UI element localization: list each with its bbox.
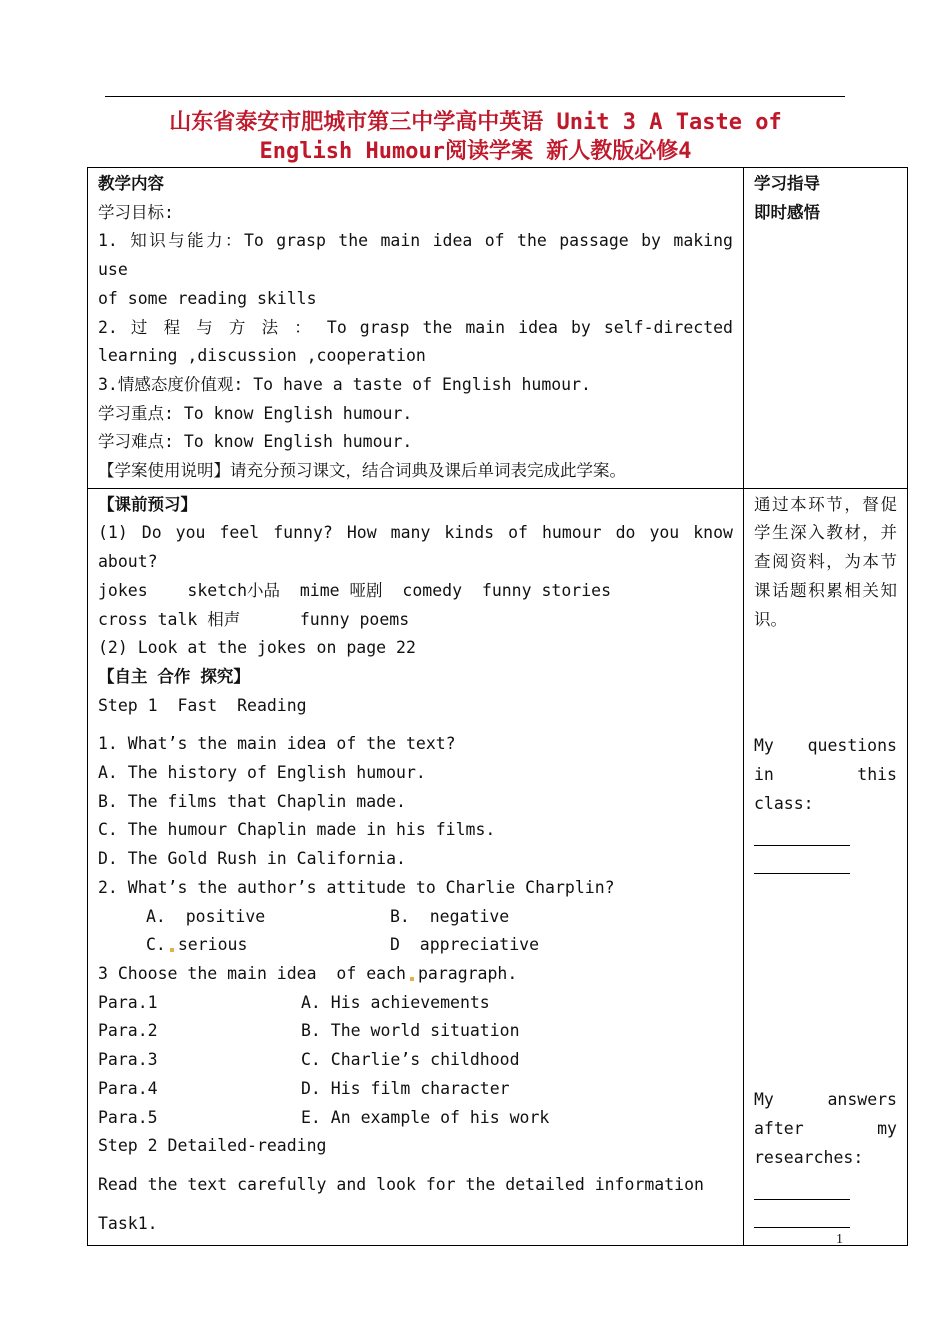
preview-heading: 【课前预习】	[98, 494, 197, 514]
guidance-heading: 学习指导	[754, 174, 820, 193]
objective-2-line-a: 2. 过 程 与 方 法 ： To grasp the main idea by self-directed	[98, 317, 733, 337]
paragraph-match-row	[98, 1017, 733, 1046]
paragraph-label: Para.5	[98, 1107, 158, 1127]
preview-question-2: (2) Look at the jokes on page 22	[98, 638, 416, 658]
reflection-heading: 即时感悟	[754, 202, 820, 222]
option-c	[98, 931, 390, 960]
humour-types-line-1: jokes sketch小品 mime 哑剧 comedy funny stories	[98, 580, 612, 600]
objectives-row	[88, 168, 908, 489]
paragraph-match-row	[98, 1046, 733, 1075]
objective-2-line-b: learning ,discussion ,cooperation	[98, 346, 426, 366]
marker-dot-icon	[410, 977, 414, 981]
option-d: D appreciative	[390, 935, 540, 955]
option-c-label: C.	[146, 935, 166, 955]
answer-blank-line[interactable]	[754, 856, 850, 874]
paragraph-match-row	[98, 1104, 733, 1133]
guidance-intro: 通过本环节，督促学生深入教材，并查阅资料，为本节课话题积累相关知识。	[754, 494, 897, 629]
fast-question-1-option: C. The humour Chaplin made in his films.	[98, 820, 496, 840]
preview-question-1-line-b: about?	[98, 552, 158, 572]
answer-blank-line[interactable]	[754, 1182, 850, 1200]
answer-blank-line[interactable]	[754, 828, 850, 846]
fast-question-3	[98, 960, 733, 989]
paragraph-option: C. Charlie’s childhood	[301, 1050, 520, 1070]
paragraph-label: Para.2	[98, 1021, 158, 1041]
usage-note: 【学案使用说明】请充分预习课文，结合词典及课后单词表完成此学案。	[98, 461, 626, 481]
top-rule	[105, 96, 845, 97]
paragraph-label: Para.3	[98, 1050, 158, 1070]
paragraph-match-row	[98, 989, 733, 1018]
marker-dot-icon	[170, 948, 174, 952]
step-1-heading: Step 1 Fast Reading	[98, 695, 307, 715]
paragraph-match-row	[98, 1075, 733, 1104]
fast-question-2: 2. What’s the author’s attitude to Charlie Charplin?	[98, 877, 615, 897]
fast-question-1-option: A. The history of English humour.	[98, 763, 426, 783]
fast-question-2-options-row-2	[98, 931, 733, 960]
document-title	[88, 108, 863, 166]
paragraph-option: B. The world situation	[301, 1021, 520, 1041]
answer-blank-line[interactable]	[754, 1210, 850, 1228]
fast-question-3-text-b: paragraph.	[417, 963, 518, 983]
paragraph-option: D. His film character	[301, 1078, 510, 1098]
paragraph-label: Para.1	[98, 992, 158, 1012]
explore-heading: 【自主 合作 探究】	[98, 666, 250, 686]
my-answers-label: My answers after my researches:	[754, 1090, 897, 1167]
lesson-table	[87, 167, 908, 1246]
humour-types-line-2: cross talk 相声 funny poems	[98, 609, 410, 629]
activities-row	[88, 488, 908, 1245]
fast-question-1-option: D. The Gold Rush in California.	[98, 849, 406, 869]
fast-question-1-option: B. The films that Chaplin made.	[98, 791, 406, 811]
fast-question-1: 1. What’s the main idea of the text?	[98, 734, 456, 754]
my-questions-label: My questions in this class:	[754, 736, 897, 813]
option-a: A. positive	[146, 906, 266, 926]
step-2-heading: Step 2 Detailed-reading	[98, 1136, 327, 1156]
teaching-content-heading: 教学内容	[98, 174, 164, 193]
preview-question-1-line-a: (1) Do you feel funny? How many kinds of humour do you know	[98, 523, 733, 543]
objective-1-line-b: of some reading skills	[98, 288, 317, 308]
objectives-label: 学习目标:	[98, 202, 174, 222]
title-line-1: 山东省泰安市肥城市第三中学高中英语 Unit 3 A Taste of	[169, 110, 782, 135]
paragraph-label: Para.4	[98, 1078, 158, 1098]
key-point: 学习重点: To know English humour.	[98, 403, 413, 423]
option-b: B. negative	[390, 906, 510, 926]
task-1-label: Task1.	[98, 1213, 158, 1233]
notes-cell	[744, 488, 908, 1245]
paragraph-option: A. His achievements	[301, 992, 490, 1012]
difficulty: 学习难点: To know English humour.	[98, 432, 413, 452]
objective-1-line-a: 1. 知识与能力：To grasp the main idea of the passage by making use	[98, 231, 733, 280]
objectives-cell	[88, 168, 744, 489]
objective-3: 3.情感态度价值观: To have a taste of English humour.	[98, 374, 591, 394]
fast-question-2-options-row-1	[98, 903, 733, 932]
guidance-cell	[744, 168, 908, 489]
step-2-instruction: Read the text carefully and look for the detailed information	[98, 1174, 704, 1194]
page-number: 1	[836, 1232, 843, 1247]
option-c-text: serious	[177, 935, 248, 955]
fast-question-3-text-a: 3 Choose the main idea of each	[98, 963, 406, 983]
activities-cell	[88, 488, 744, 1245]
title-line-2: English Humour阅读学案 新人教版必修4	[259, 139, 692, 164]
paragraph-option: E. An example of his work	[301, 1107, 550, 1127]
